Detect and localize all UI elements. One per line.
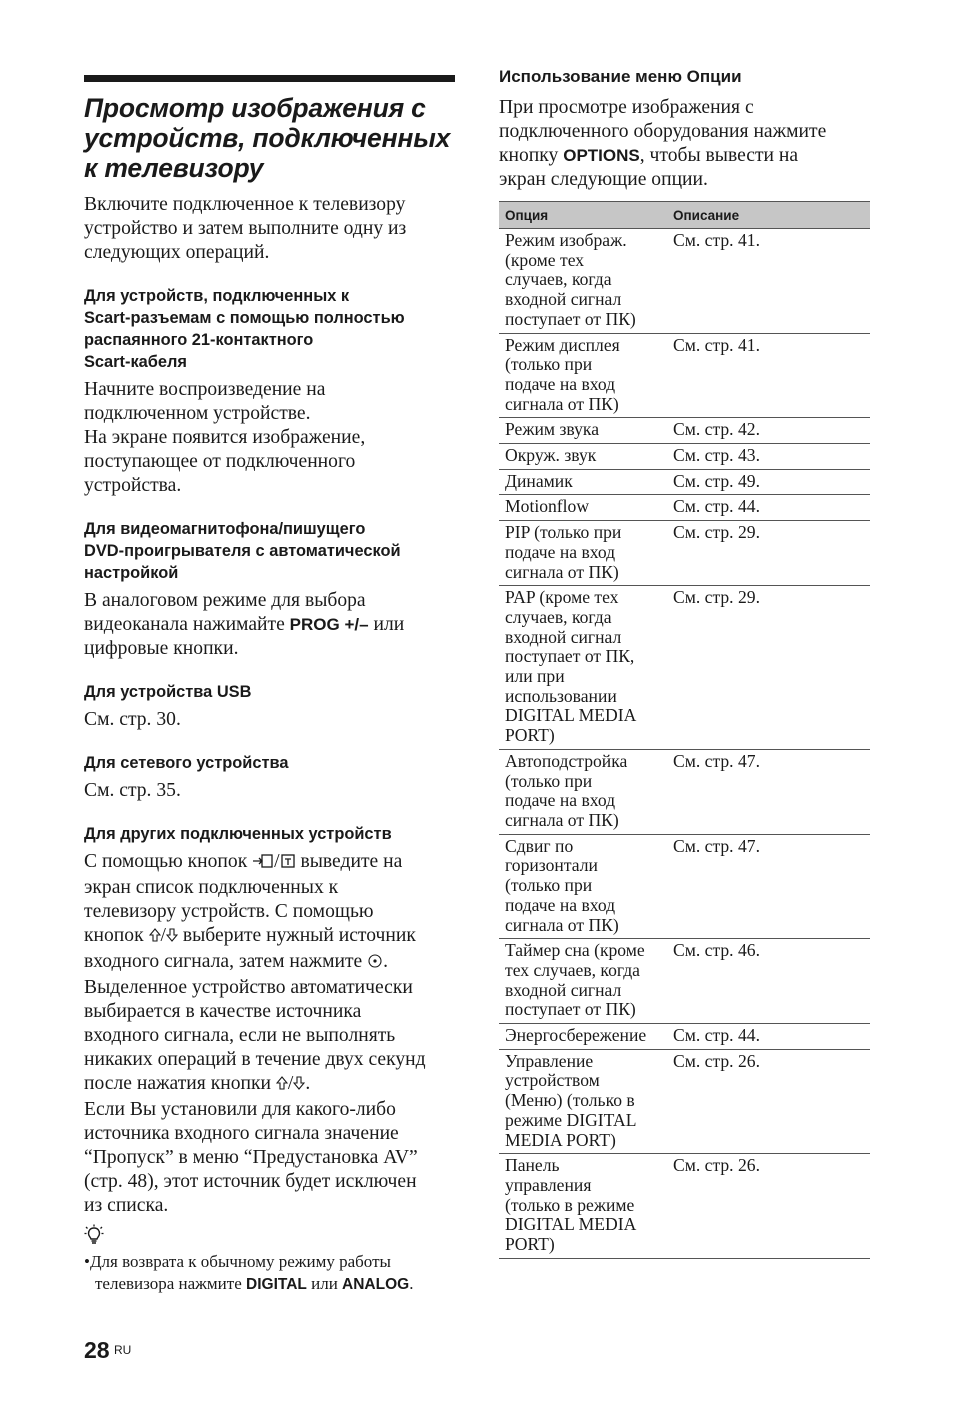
- text-line: или: [368, 614, 405, 635]
- title-line: к телевизору: [84, 153, 264, 183]
- option-text-line: (только при: [505, 354, 593, 375]
- text-line: входного сигнала, если не выполнять: [84, 1025, 396, 1046]
- option-text-line: Режим изображ.: [505, 230, 627, 250]
- option-cell: [499, 229, 667, 334]
- scart-body: [84, 378, 456, 498]
- scart-heading: [84, 285, 456, 373]
- table-row: [499, 939, 870, 1024]
- option-text-line: Динамик: [505, 470, 573, 491]
- table-row: [499, 1049, 870, 1154]
- option-text-line: сигнала от ПК): [505, 914, 619, 935]
- text-line: следующих операций.: [84, 242, 270, 263]
- tip-icon: [84, 1224, 456, 1251]
- description-cell: См. стр. 47.: [667, 834, 870, 939]
- text-line: Для возврата к обычному режиму работы телевизора нажмите: [89, 1252, 391, 1293]
- table-row: [499, 229, 870, 334]
- option-text-line: DIGITAL MEDIA: [505, 1214, 637, 1235]
- text-line: или: [306, 1274, 343, 1293]
- text-line: Scart-разъемам с помощью полностью: [84, 309, 405, 327]
- text-line: Выделенное устройство автоматически: [84, 977, 413, 998]
- option-text-line: подаче на вход: [505, 373, 616, 394]
- input-select-icon: [252, 852, 274, 876]
- option-text-line: Панель: [505, 1155, 560, 1176]
- down-arrow-icon: [293, 1074, 305, 1098]
- text-line: .: [409, 1274, 414, 1293]
- vcr-body: [84, 589, 456, 661]
- prog-button-label: PROG +/–: [289, 615, 369, 634]
- text-line: устройства.: [84, 475, 182, 496]
- option-text-line: поступает от ПК): [505, 999, 636, 1020]
- text-line: распаянного 21-контактного: [84, 331, 314, 349]
- text-line: телевизору устройств. С помощью: [84, 901, 374, 922]
- option-cell: [499, 1024, 667, 1050]
- option-cell: [499, 939, 667, 1024]
- option-cell: [499, 418, 667, 444]
- option-text-line: (Меню) (только в: [505, 1090, 635, 1111]
- table-header-row: [499, 202, 870, 229]
- description-cell: См. стр. 49.: [667, 469, 870, 495]
- enter-icon: [367, 952, 383, 976]
- text-line: из списка.: [84, 1195, 169, 1216]
- description-cell: См. стр. 41.: [667, 229, 870, 334]
- option-text-line: Окруж. звук: [505, 445, 597, 466]
- text-line: входного сигнала, затем нажмите: [84, 951, 368, 972]
- text-line: подключенного оборудования нажмите: [499, 121, 827, 142]
- description-cell: См. стр. 46.: [667, 939, 870, 1024]
- options-intro: [499, 96, 870, 192]
- analog-button-label: ANALOG: [342, 1276, 410, 1293]
- table-row: [499, 418, 870, 444]
- option-text-line: Управление: [505, 1050, 594, 1071]
- option-text-line: режиме DIGITAL: [505, 1109, 637, 1130]
- other-heading: Для других подключенных устройств: [84, 825, 392, 843]
- option-text-line: PAP (кроме тех: [505, 587, 619, 608]
- right-column: [499, 66, 870, 1259]
- table-row: [499, 444, 870, 470]
- table-row: [499, 586, 870, 750]
- table-row: [499, 749, 870, 834]
- text-line: источника входного сигнала значение: [84, 1123, 399, 1144]
- text-line: после нажатия кнопки: [84, 1073, 276, 1094]
- up-arrow-icon: [149, 926, 161, 950]
- table-body: [499, 229, 870, 1259]
- text-line: Включите подключенное к телевизору: [84, 194, 406, 215]
- page-number: 28: [84, 1337, 110, 1363]
- option-text-line: (только при: [505, 770, 593, 791]
- text-line: экран следующие опции.: [499, 169, 708, 190]
- page-language: RU: [114, 1343, 132, 1357]
- option-text-line: PORT): [505, 725, 555, 746]
- option-text-line: сигнала от ПК): [505, 561, 619, 582]
- option-text-line: Motionflow: [505, 496, 590, 517]
- text-line: кнопок: [84, 925, 149, 946]
- other-body: С помощью кнопок / выведите на экран список подключенных к телевизору устройств. С помощью кнопок / выберите нужный источник входного сигнала, затем нажмите . Выделенное устройство автоматически выбирается в качестве источника входного сигнала, если не выполнять никаких операций в течение двух секунд после нажатия кнопки / . Если Вы установили для какого-либо источника входного сигнала значение “Пропуск” в меню “Предустановка AV” (стр. 48), этот источник будет исключен из списка.: [84, 851, 426, 1216]
- network-body: См. стр. 35.: [84, 780, 181, 801]
- table-row: [499, 495, 870, 521]
- bullet: •: [84, 1252, 90, 1271]
- title-line: устройств, подключенных: [84, 123, 451, 153]
- text-line: устройство и затем выполните одну из: [84, 218, 407, 239]
- text-line: В аналоговом режиме для выбора: [84, 590, 366, 611]
- intro-paragraph: [84, 193, 456, 265]
- text-line: Scart-кабеля: [84, 353, 187, 371]
- option-text-line: Режим дисплея: [505, 334, 620, 355]
- option-text-line: случаев, когда: [505, 269, 612, 290]
- option-text-line: устройством: [505, 1070, 600, 1091]
- text-line: выберите нужный источник: [177, 925, 416, 946]
- table-row: [499, 521, 870, 586]
- option-text-line: входной сигнал: [505, 289, 622, 310]
- description-cell: См. стр. 29.: [667, 521, 870, 586]
- option-text-line: поступает от ПК,: [505, 646, 635, 667]
- option-cell: [499, 834, 667, 939]
- text-line: При просмотре изображения с: [499, 97, 754, 118]
- text-line: поступающее от подключенного: [84, 451, 356, 472]
- option-text-line: использовании: [505, 685, 617, 706]
- option-text-line: MEDIA PORT): [505, 1129, 616, 1150]
- option-cell: [499, 444, 667, 470]
- option-cell: [499, 521, 667, 586]
- option-text-line: PIP (только при: [505, 522, 622, 543]
- network-heading: Для сетевого устройства: [84, 754, 289, 772]
- option-cell: [499, 495, 667, 521]
- option-cell: [499, 1049, 667, 1154]
- option-cell: [499, 586, 667, 750]
- up-arrow-icon: [276, 1074, 288, 1098]
- options-button-label: OPTIONS: [563, 146, 640, 165]
- option-text-line: DIGITAL MEDIA: [505, 705, 637, 726]
- text-line: “Пропуск” в меню “Предустановка AV”: [84, 1147, 418, 1168]
- text-line: (стр. 48), этот источник будет исключен: [84, 1171, 417, 1192]
- text-line: .: [383, 951, 389, 972]
- option-text-line: сигнала от ПК): [505, 809, 619, 830]
- text-line: DVD-проигрывателя с автоматической: [84, 542, 401, 560]
- table-row: [499, 1154, 870, 1259]
- option-text-line: (только при: [505, 875, 593, 896]
- text-line: видеоканала нажимайте: [84, 614, 290, 635]
- title-line: Просмотр изображения с: [84, 93, 426, 123]
- option-cell: [499, 1154, 667, 1259]
- option-text-line: Режим звука: [505, 419, 600, 440]
- text-line: настройкой: [84, 564, 179, 582]
- title-rule: [84, 75, 455, 82]
- option-text-line: Сдвиг по: [505, 835, 574, 856]
- option-text-line: PORT): [505, 1234, 555, 1255]
- option-text-line: входной сигнал: [505, 979, 622, 1000]
- text-line: никаких операций в течение двух секунд: [84, 1049, 426, 1070]
- option-text-line: подаче на вход: [505, 894, 616, 915]
- description-cell: См. стр. 26.: [667, 1154, 870, 1259]
- option-text-line: (кроме тех: [505, 249, 585, 270]
- option-text-line: горизонтали: [505, 855, 598, 876]
- text-line: .: [305, 1073, 311, 1094]
- option-cell: [499, 469, 667, 495]
- left-column: [84, 75, 456, 1296]
- column-header-description: Описание: [667, 202, 870, 229]
- description-cell: См. стр. 44.: [667, 1024, 870, 1050]
- option-cell: [499, 333, 667, 418]
- option-text-line: случаев, когда: [505, 606, 612, 627]
- option-text-line: Энергосбережение: [505, 1025, 647, 1046]
- option-text-line: Автоподстройка: [505, 750, 628, 771]
- digital-button-label: DIGITAL: [246, 1276, 307, 1293]
- option-text-line: подаче на вход: [505, 541, 616, 562]
- table-row: [499, 834, 870, 939]
- option-text-line: сигнала от ПК): [505, 393, 619, 414]
- option-text-line: управления: [505, 1174, 592, 1195]
- text-line: Начните воспроизведение на: [84, 379, 326, 400]
- description-cell: См. стр. 43.: [667, 444, 870, 470]
- page-title: [84, 93, 456, 183]
- option-text-line: подаче на вход: [505, 790, 616, 811]
- description-cell: См. стр. 41.: [667, 333, 870, 418]
- text-line: выбирается в качестве источника: [84, 1001, 362, 1022]
- text-line: Для устройств, подключенных к: [84, 287, 350, 305]
- teletext-icon: [280, 852, 296, 876]
- text-line: выведите на: [295, 851, 403, 872]
- table-row: [499, 469, 870, 495]
- description-cell: См. стр. 44.: [667, 495, 870, 521]
- text-line: Если Вы установили для какого-либо: [84, 1099, 396, 1120]
- text-line: С помощью кнопок: [84, 851, 253, 872]
- table-row: [499, 1024, 870, 1050]
- option-text-line: или при: [505, 666, 565, 687]
- text-line: цифровые кнопки.: [84, 638, 239, 659]
- description-cell: См. стр. 47.: [667, 749, 870, 834]
- text-line: кнопку: [499, 145, 564, 166]
- option-text-line: (только в режиме: [505, 1194, 635, 1215]
- text-line: На экране появится изображение,: [84, 427, 366, 448]
- options-table: [499, 201, 870, 1259]
- option-text-line: тех случаев, когда: [505, 959, 640, 980]
- option-text-line: поступает от ПК): [505, 308, 636, 329]
- option-text-line: входной сигнал: [505, 626, 622, 647]
- down-arrow-icon: [166, 926, 178, 950]
- text-line: экран список подключенных к: [84, 877, 339, 898]
- description-cell: См. стр. 42.: [667, 418, 870, 444]
- vcr-heading: [84, 518, 456, 584]
- usb-heading: Для устройства USB: [84, 683, 252, 701]
- description-cell: См. стр. 26.: [667, 1049, 870, 1154]
- option-text-line: Таймер сна (кроме: [505, 940, 645, 961]
- text-line: , чтобы вывести на: [639, 145, 799, 166]
- column-header-option: Опция: [499, 202, 667, 229]
- options-heading: Использование меню Опции: [499, 67, 742, 86]
- option-cell: [499, 749, 667, 834]
- tip-text: [84, 1251, 456, 1296]
- usb-body: См. стр. 30.: [84, 709, 181, 730]
- text-line: Для видеомагнитофона/пишущего: [84, 520, 366, 538]
- description-cell: См. стр. 29.: [667, 586, 870, 750]
- table-row: [499, 333, 870, 418]
- text-line: подключенном устройстве.: [84, 403, 311, 424]
